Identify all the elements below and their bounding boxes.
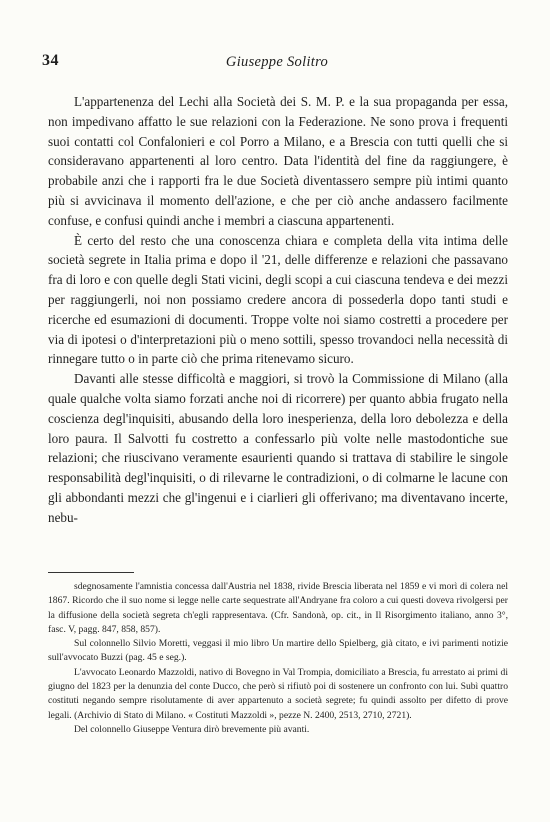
footnote: Del colonnello Giuseppe Ventura dirò brevemente più avanti. [74,723,310,735]
paragraph: Davanti alle stesse difficoltà e maggiori, si trovò la Commissione di Milano (alla quale qualche volta siamo forzati anche noi di ricorrere) per quanto abbia frugato nella coscienza degl'inquisiti, abusando della loro inesperienza, della loro debolezza e della loro paura. Il Salvotti fu costretto a confessarlo più volte nelle mastodontiche sue relazioni; che riuscivano veramente esaurienti quando si trattava di stabilire le singole responsabilità degl'inquisiti, o di rilevarne le contradizioni, o di colmarne le lacune con gli abbondanti mezzi che gl'ingenui e i ciarlieri gli offerivano; ma diventavano incerte, nebu- [48,371,508,525]
page-number: 34 [42,52,59,69]
paragraph: L'appartenenza del Lechi alla Società dei S. M. P. e la sua propaganda per essa, non impedivano affatto le sue relazioni con la Federazione. Ne sono prova i frequenti suoi contatti col Confalonieri e col Porro a Milano, e a Brescia con tutti quelli che si consideravano appartenenti al loro centro. Data l'identità del fine da raggiungere, è probabile anzi che i rapporti fra le due Società diventassero sempre più intimi quanto più si avvicinava il momento dell'azione, e che per ciò anche andassero facilmente confuse, e confusi quindi anche i membri a ciascuna appartenenti. [48,94,508,228]
footnote: sdegnosamente l'amnistia concessa dall'Austria nel 1838, rivide Brescia liberata nel 1859 e vi morì di colera nel 1867. Ricordo che il suo nome si legge nelle carte sequestrate all'Andryane fra coloro a cui questi doveva rivolgersi per la diffusione della società segreta ch'egli rappresentava. (Cfr. Sandonà, op. cit., in Il Risorgimento italiano, anno 3°, fasc. V, pagg. 847, 858, 857). [48,581,508,635]
footnotes [48,580,508,737]
footnote: L'avvocato Leonardo Mazzoldi, nativo di Bovegno in Val Trompia, domiciliato a Brescia, fu arrestato ai primi di giugno del 1823 per la denunzia del conte Ducco, che però si rifiutò poi di sostenere un confronto con lui. Subì quattro costituti negando sempre risolutamente di aver appartenuto a società segrete; fu quindi assolto per difetto di prove legali. (Archivio di Stato di Milano. « Costituti Mazzoldi », pezze N. 2400, 2513, 2710, 2721). [48,666,508,721]
page-header [42,50,512,74]
footnote: Sul colonnello Silvio Moretti, veggasi il mio libro Un martire dello Spielberg, già citato, e ivi parimenti notizie sull'avvocato Buzzi (pag. 45 e seg.). [48,638,508,664]
running-title: Giuseppe Solitro [225,54,329,70]
paragraph: È certo del resto che una conoscenza chiara e completa della vita intima delle società segrete in Italia prima e dopo il '21, delle differenze e relazioni che passavano fra di loro e con quelle degli Stati vicini, degli scopi a cui ciascuna tendeva e dei mezzi per raggiungerli, noi non possiamo credere ancora di possederla dopo tanti studi e ricerche ed esumazioni di documenti. Troppe volte noi siamo costretti a procedere per via di ipotesi o d'interpretazioni più o meno sottili, spesso trovandoci nella necessità di rinnegare tutto o in parte ciò che prima ritenevamo sicuro. [48,232,508,367]
footnote-divider [48,572,134,573]
main-text [48,92,508,528]
